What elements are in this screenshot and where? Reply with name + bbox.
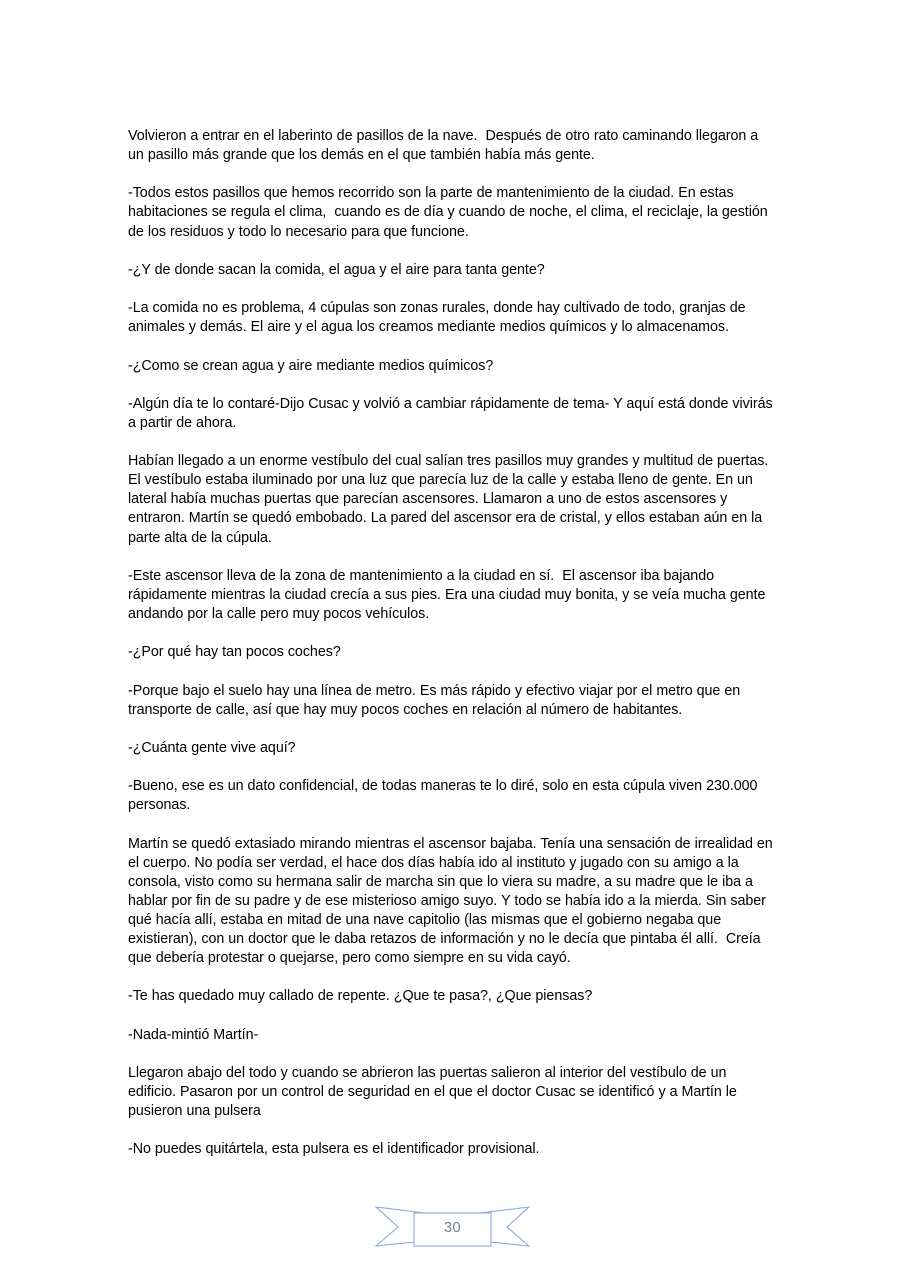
paragraph: Martín se quedó extasiado mirando mientras el ascensor bajaba. Tenía una sensación de irrealidad en el cuerpo. No podía ser verdad, el hace dos días había ido al instituto y jugado con su amigo a la consola, visto como su hermana salir de marcha sin que lo viera su madre, a su madre que le iba a hablar por fin de su padre y de ese misterioso amigo suyo. Y todo se había ido a la mierda. Sin saber qué hacía allí, estaba en mitad de una nave capitolio (las mismas que el gobierno negaba que existieran), con un doctor que le daba retazos de información y no le decía que pintaba él allí. Creía que debería protestar o quejarse, pero como siempre en su vida cayó.: [128, 835, 777, 967]
paragraph: -¿Como se crean agua y aire mediante medios químicos?: [128, 357, 494, 374]
page-number-ribbon: [370, 1197, 535, 1249]
paragraph: -¿Y de donde sacan la comida, el agua y el aire para tanta gente?: [128, 261, 545, 278]
page-number-label: 30: [444, 1219, 461, 1236]
paragraph: -¿Por qué hay tan pocos coches?: [128, 644, 341, 661]
paragraph: -La comida no es problema, 4 cúpulas son zonas rurales, donde hay cultivado de todo, granjas de animales y demás. El aire y el agua los creamos mediante medios químicos y lo almacenamos.: [128, 300, 750, 336]
paragraph: -No puedes quitártela, esta pulsera es el identificador provisional.: [128, 1141, 540, 1158]
page-body-text: [128, 127, 776, 1160]
ribbon-banner-icon: [370, 1197, 535, 1249]
paragraph: -Porque bajo el suelo hay una línea de metro. Es más rápido y efectivo viajar por el metro que en transporte de calle, así que hay muy pocos coches en relación al número de habitantes.: [128, 682, 745, 718]
paragraph: -Este ascensor lleva de la zona de mantenimiento a la ciudad en sí. El ascensor iba bajando rápidamente mientras la ciudad crecía a sus pies. Era una ciudad muy bonita, y se veía mucha gente andando por la calle pero muy pocos vehículos.: [128, 567, 770, 622]
paragraph: -Nada-mintió Martín-: [128, 1026, 259, 1043]
paragraph: Habían llegado a un enorme vestíbulo del cual salían tres pasillos muy grandes y multitud de puertas. El vestíbulo estaba iluminado por una luz que parecía luz de la calle y estaba lleno de gente. En un lateral había muchas puertas que parecían ascensores. Llamaron a uno de estos ascensores y entraron. Martín se quedó embobado. La pared del ascensor era de cristal, y ellos estaban aún en la parte alta de la cúpula.: [128, 453, 773, 546]
paragraph: -Todos estos pasillos que hemos recorrido son la parte de mantenimiento de la ciudad. En estas habitaciones se regula el clima, cuando es de día y cuando de noche, el clima, el reciclaje, la gestión de los residuos y todo lo necesario para que funcione.: [128, 185, 772, 240]
paragraph: -Bueno, ese es un dato confidencial, de todas maneras te lo diré, solo en esta cúpula viven 230.000 personas.: [128, 778, 762, 814]
paragraph: Volvieron a entrar en el laberinto de pasillos de la nave. Después de otro rato caminando llegaron a un pasillo más grande que los demás en el que también había más gente.: [128, 128, 763, 164]
paragraph: -¿Cuánta gente vive aquí?: [128, 739, 296, 756]
paragraph: -Algún día te lo contaré-Dijo Cusac y volvió a cambiar rápidamente de tema- Y aquí está donde vivirás a partir de ahora.: [128, 395, 777, 431]
paragraph: -Te has quedado muy callado de repente. ¿Que te pasa?, ¿Que piensas?: [128, 988, 593, 1005]
paragraph: Llegaron abajo del todo y cuando se abrieron las puertas salieron al interior del vestíbulo de un edificio. Pasaron por un control de seguridad en el que el doctor Cusac se identificó y a Martín le pusieron una pulsera: [128, 1065, 741, 1120]
